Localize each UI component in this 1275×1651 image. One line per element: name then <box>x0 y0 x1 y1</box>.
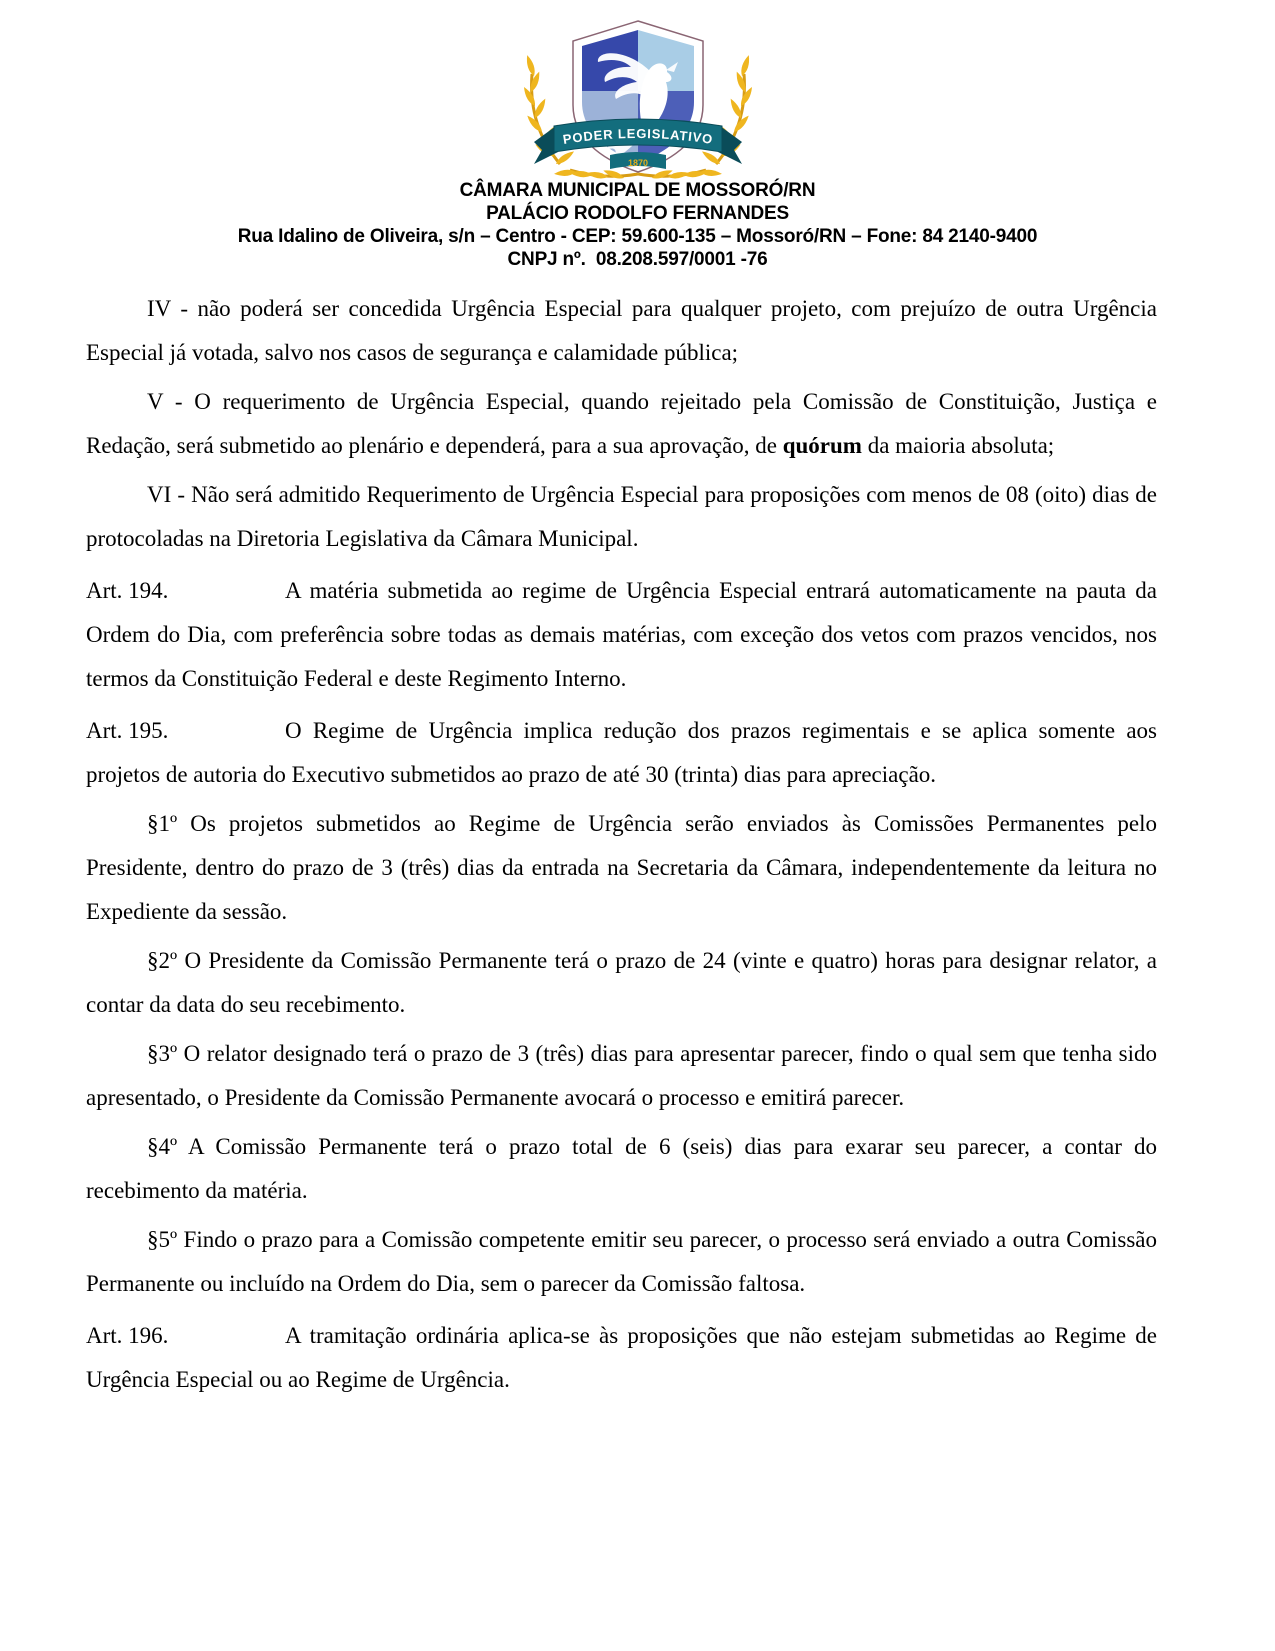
article-number: Art. 195. <box>86 718 169 743</box>
building-name: PALÁCIO RODOLFO FERNANDES <box>486 203 789 224</box>
clause-paragraph <box>86 1032 1157 1120</box>
letterhead <box>0 0 1275 271</box>
document-body <box>86 287 1157 1402</box>
article-paragraph <box>86 569 1157 701</box>
org-name: CÂMARA MUNICIPAL DE MOSSORÓ/RN <box>459 180 816 201</box>
text-run: IV - não poderá ser concedida Urgência Especial para qualquer projeto, com prejuízo de outra Urgência Especial já votada, salvo nos casos de segurança e calamidade pública; <box>86 296 1157 365</box>
article-number: Art. 194. <box>86 578 169 603</box>
clause-paragraph <box>86 802 1157 934</box>
article-paragraph <box>86 1314 1157 1402</box>
ribbon-text: PODER LEGISLATIVO <box>561 125 714 147</box>
text-run: §2º O Presidente da Comissão Permanente terá o prazo de 24 (vinte e quatro) horas para designar relator, a contar da data do seu recebimento. <box>86 948 1157 1017</box>
clause-paragraph <box>86 939 1157 1027</box>
text-run: da maioria absoluta; <box>861 433 1055 458</box>
text-run: §3º O relator designado terá o prazo de 3 (três) dias para apresentar parecer, findo o qual sem que tenha sido apresentado, o Presidente da Comissão Permanente avocará o processo e emitirá parecer. <box>86 1041 1157 1110</box>
shield-icon <box>573 21 703 172</box>
article-paragraph <box>86 709 1157 797</box>
clause-paragraph <box>86 473 1157 561</box>
text-run: V - O requerimento de Urgência Especial, quando rejeitado pela Comissão de Constituição, Justiça e Redação, será submetido ao plenário e dependerá, para a sua aprovação, de <box>86 389 1157 458</box>
address-line: Rua Idalino de Oliveira, s/n – Centro - CEP: 59.600-135 – Mossoró/RN – Fone: 84 2140-9400 <box>237 226 1038 247</box>
clause-paragraph <box>86 380 1157 468</box>
text-run: A tramitação ordinária aplica-se às proposições que não estejam submetidas ao Regime de Urgência Especial ou ao Regime de Urgência. <box>86 1323 1157 1392</box>
text-run: §5º Findo o prazo para a Comissão competente emitir seu parecer, o processo será enviado a outra Comissão Permanente ou incluído na Ordem do Dia, sem o parecer da Comissão faltosa. <box>86 1227 1157 1296</box>
text-run: O Regime de Urgência implica redução dos prazos regimentais e se aplica somente aos projetos de autoria do Executivo submetidos ao prazo de até 30 (trinta) dias para apreciação. <box>86 718 1157 787</box>
clause-paragraph <box>86 287 1157 375</box>
coat-of-arms-logo <box>498 14 778 179</box>
text-run: VI - Não será admitido Requerimento de Urgência Especial para proposições com menos de 08 (oito) dias de protocoladas na Diretoria Legislativa da Câmara Municipal. <box>86 482 1157 551</box>
text-run: A matéria submetida ao regime de Urgência Especial entrará automaticamente na pauta da Ordem do Dia, com preferência sobre todas as demais matérias, com exceção dos vetos com prazos vencidos, nos termos da Constituição Federal e deste Regimento Interno. <box>86 578 1157 691</box>
article-number: Art. 196. <box>86 1323 169 1348</box>
ribbon-banner <box>534 119 742 169</box>
ribbon-year: 1870 <box>627 158 648 168</box>
text-run: §4º A Comissão Permanente terá o prazo total de 6 (seis) dias para exarar seu parecer, a contar do recebimento da matéria. <box>86 1134 1157 1203</box>
bold-text-run: quórum <box>782 433 862 458</box>
clause-paragraph <box>86 1218 1157 1306</box>
clause-paragraph <box>86 1125 1157 1213</box>
cnpj-line: CNPJ nº. 08.208.597/0001 -76 <box>507 249 768 270</box>
text-run: §1º Os projetos submetidos ao Regime de Urgência serão enviados às Comissões Permanentes pelo Presidente, dentro do prazo de 3 (três) dias da entrada na Secretaria da Câmara, independentemente da leitura no Expediente da sessão. <box>86 811 1157 924</box>
